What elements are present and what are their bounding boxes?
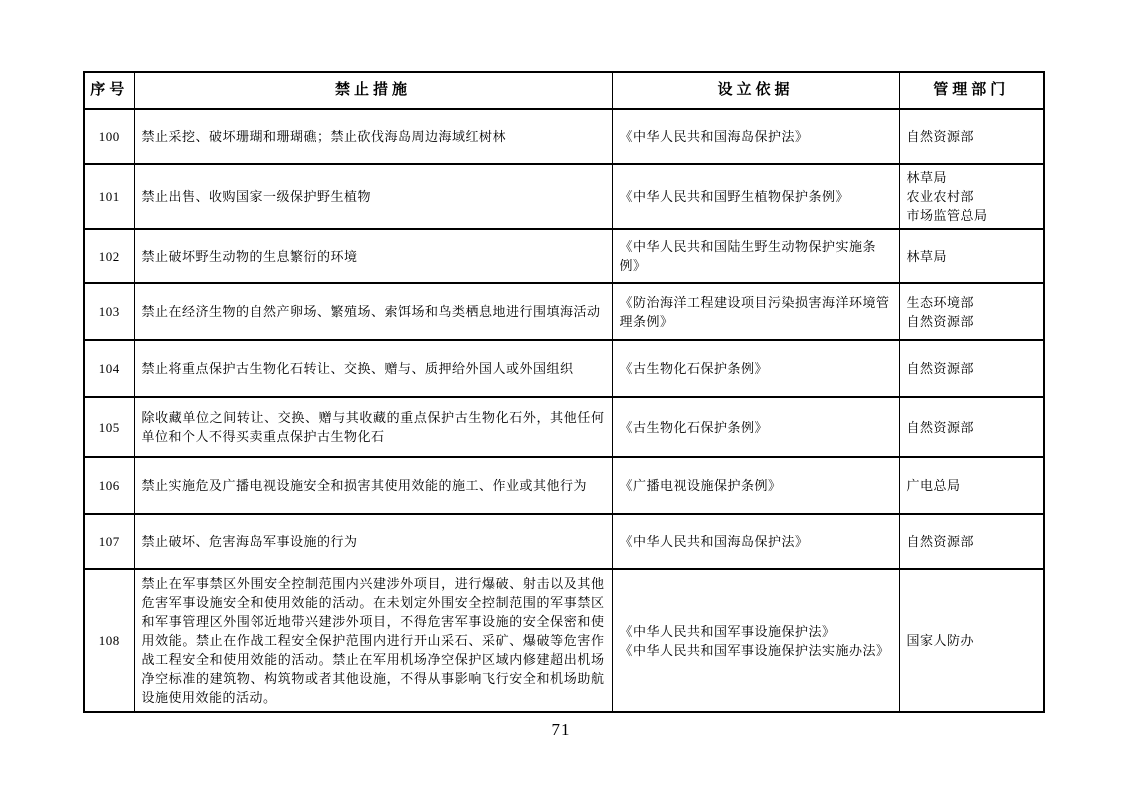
row-establishment-basis <box>612 229 899 283</box>
table-row <box>84 283 1044 340</box>
department-line: 自然资源部 <box>906 313 975 329</box>
table-header-row <box>84 72 1044 109</box>
department-line: 林草局 <box>906 248 948 264</box>
department-line: 自然资源部 <box>906 361 975 376</box>
department-line: 自然资源部 <box>906 419 975 435</box>
row-serial-number: 106 <box>84 457 134 514</box>
basis-line: 《古生物化石保护条例》 <box>619 419 769 435</box>
table-row <box>84 514 1044 569</box>
row-management-department <box>899 109 1044 164</box>
row-establishment-basis <box>612 457 899 514</box>
department-line: 生态环境部 <box>906 294 975 310</box>
row-prohibited-measure: 禁止采挖、破坏珊瑚和珊瑚礁；禁止砍伐海岛周边海域红树林 <box>134 109 612 164</box>
header-establishment-basis: 设立依据 <box>612 72 899 109</box>
row-management-department <box>899 283 1044 340</box>
basis-line: 《中华人民共和国陆生野生动物保护实施条例》 <box>619 239 877 273</box>
table-row <box>84 340 1044 397</box>
row-prohibited-measure: 除收藏单位之间转让、交换、赠与其收藏的重点保护古生物化石外，其他任何单位和个人不得买卖重点保护古生物化石 <box>134 397 612 457</box>
basis-line: 《古生物化石保护条例》 <box>619 361 769 376</box>
row-management-department <box>899 164 1044 229</box>
row-prohibited-measure: 禁止出售、收购国家一级保护野生植物 <box>134 164 612 229</box>
row-prohibited-measure: 禁止实施危及广播电视设施安全和损害其使用效能的施工、作业或其他行为 <box>134 457 612 514</box>
row-management-department <box>899 397 1044 457</box>
header-management-department: 管理部门 <box>899 72 1044 109</box>
row-serial-number: 104 <box>84 340 134 397</box>
basis-line: 《中华人民共和国军事设施保护法实施办法》 <box>619 642 890 658</box>
row-establishment-basis <box>612 283 899 340</box>
header-prohibited-measures: 禁止措施 <box>134 72 612 109</box>
row-establishment-basis <box>612 397 899 457</box>
row-management-department <box>899 457 1044 514</box>
row-prohibited-measure: 禁止破坏野生动物的生息繁衍的环境 <box>134 229 612 283</box>
department-line: 广电总局 <box>906 478 961 493</box>
table-row <box>84 457 1044 514</box>
basis-line: 《中华人民共和国野生植物保护条例》 <box>619 189 850 204</box>
row-serial-number: 105 <box>84 397 134 457</box>
department-line: 林草局 <box>906 170 948 185</box>
row-establishment-basis <box>612 109 899 164</box>
basis-line: 《中华人民共和国海岛保护法》 <box>619 129 809 144</box>
row-management-department <box>899 569 1044 712</box>
prohibition-table <box>83 71 1045 713</box>
row-management-department <box>899 340 1044 397</box>
row-establishment-basis <box>612 514 899 569</box>
department-line: 自然资源部 <box>906 534 975 549</box>
row-management-department <box>899 229 1044 283</box>
page-number: 71 <box>551 720 571 739</box>
row-establishment-basis <box>612 569 899 712</box>
row-prohibited-measure: 禁止将重点保护古生物化石转让、交换、赠与、质押给外国人或外国组织 <box>134 340 612 397</box>
basis-line: 《防治海洋工程建设项目污染损害海洋环境管理条例》 <box>619 294 890 329</box>
row-serial-number: 108 <box>84 569 134 712</box>
department-line: 农业农村部 <box>906 189 975 204</box>
row-serial-number: 101 <box>84 164 134 229</box>
row-serial-number: 107 <box>84 514 134 569</box>
table-row <box>84 164 1044 229</box>
table-body <box>84 109 1044 712</box>
row-serial-number: 102 <box>84 229 134 283</box>
header-serial-number: 序号 <box>84 72 134 109</box>
table-row <box>84 229 1044 283</box>
basis-line: 《中华人民共和国海岛保护法》 <box>619 534 809 549</box>
row-prohibited-measure: 禁止破坏、危害海岛军事设施的行为 <box>134 514 612 569</box>
department-line: 国家人防办 <box>906 633 975 648</box>
row-establishment-basis <box>612 340 899 397</box>
department-line: 自然资源部 <box>906 129 975 144</box>
row-serial-number: 100 <box>84 109 134 164</box>
table-row <box>84 109 1044 164</box>
row-serial-number: 103 <box>84 283 134 340</box>
table-row <box>84 397 1044 457</box>
table-row <box>84 569 1044 712</box>
basis-line: 《广播电视设施保护条例》 <box>619 478 782 493</box>
row-prohibited-measure: 禁止在经济生物的自然产卵场、繁殖场、索饵场和鸟类栖息地进行围填海活动 <box>134 283 612 340</box>
row-prohibited-measure: 禁止在军事禁区外围安全控制范围内兴建涉外项目，进行爆破、射击以及其他危害军事设施安全和使用效能的活动。在未划定外围安全控制范围的军事禁区和军事管理区外围邻近地带兴建涉外项目，不得危害军事设施的安全保密和使用效能。禁止在作战工程安全保护范围内进行开山采石、采矿、爆破等危害作战工程安全和使用效能的活动。禁止在军用机场净空保护区域内修建超出机场净空标准的建筑物、构筑物或者其他设施，不得从事影响飞行安全和机场助航设施使用效能的活动。 <box>134 569 612 712</box>
department-line: 市场监管总局 <box>906 208 988 223</box>
row-establishment-basis <box>612 164 899 229</box>
row-management-department <box>899 514 1044 569</box>
basis-line: 《中华人民共和国军事设施保护法》 <box>619 623 836 639</box>
